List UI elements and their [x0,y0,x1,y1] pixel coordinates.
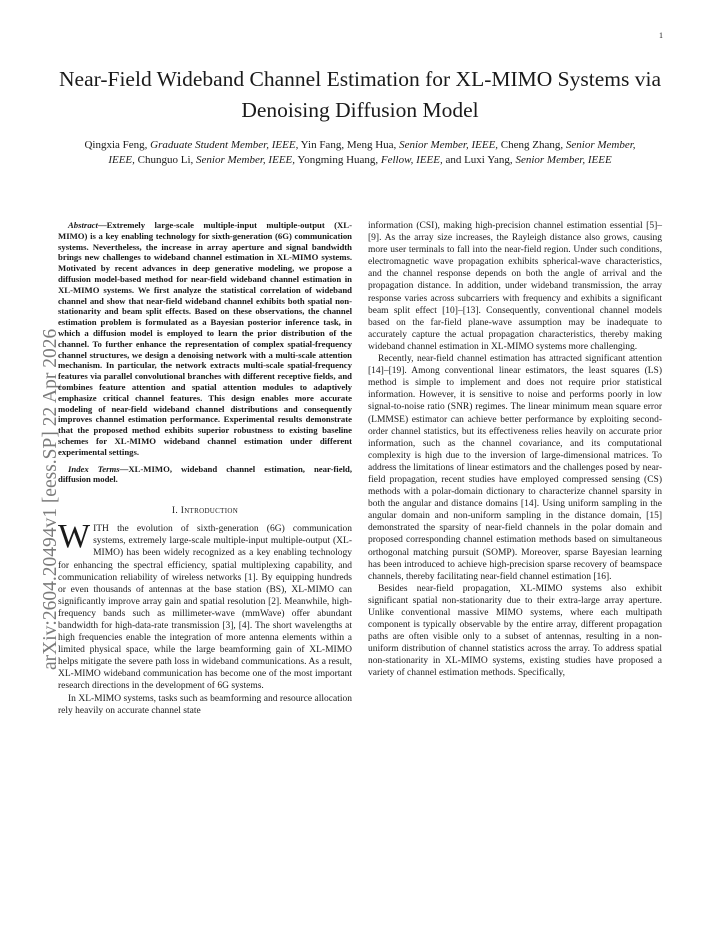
author-2-role: Senior Member, IEEE, [399,139,499,151]
index-terms [58,464,352,486]
author-3: Cheng Zhang, [500,139,564,151]
intro-paragraph-1 [58,518,352,692]
right-paragraph-2: Recently, near-field channel estimation has attracted significant attention [14]–[19]. Among conventional linear estimators, the least squares (LS) method is simple to implement and does not require prior statistical information. However, it is sensitive to noise and performs poorly in low signal-to-noise ratio (SNR) regimes. The linear minimum mean square error (LMMSE) estimator can achieve better performance by exploiting second-order channel statistics, but its effectiveness relies heavily on accurate prior information, such as the channel covariance, and its computational complexity is high due to the inversion of large-dimensional matrices. To address the limitations of linear estimators and the challenges posed by near-field propagation, recent studies have employed compressed sensing (CS) methods with a polar-domain dictionary to characterize channel sparsity in both the angular and distance domains [14]. Using uniform sampling in the angular domain and non-uniform sampling in the distance domain, [15] demonstrated the sparsity of near-field channels in the polar domain and proposed corresponding channel estimation methods based on simultaneous orthogonal matching pursuit (SOMP). Moreover, sparse Bayesian learning has been introduced to achieve high-precision sparse recovery of beamspace channels, thereby facilitating near-field channel estimation [16]. [368,354,662,582]
left-column [58,220,352,717]
author-6-role: Senior Member, IEEE [515,153,612,166]
author-6: and Luxi Yang, [445,153,513,166]
author-5: Yongming Huang, [297,153,379,166]
abstract [58,220,352,458]
author-3-role: Senior Member, IEEE, [108,139,636,166]
intro-paragraph-1-text: ITH the evolution of sixth-generation (6G) communication systems, extremely large-scale multiple-input multiple-output (XL-MIMO) has been widely recognized as a key enabling technology for enhancing the spectral efficiency, spatial multiplexing capability, and communication reliability of wireless networks [1]. By equipping hundreds or even thousands of antennas at the base station (BS), XL-MIMO can significantly improve array gain and spatial resolution [2]. Meanwhile, high-frequency bands such as millimeter-wave (mmWave) offer abundant bandwidth for high-data-rate transmission [3], [4]. The short wavelengths at high frequencies enable the integration of more antenna elements within a limited physical space, while the large beamforming gain of XL-MIMO helps mitigate the severe path loss in wideband communications. As a result, XL-MIMO wideband communication has become one of the most important research directions in the development of 6G systems. [58,524,352,692]
author-4-role: Senior Member, IEEE, [196,153,296,166]
abstract-label: Abstract [68,220,98,230]
page-number: 1 [659,31,663,40]
abstract-text: —Extremely large-scale multiple-input multiple-output (XL-MIMO) is a key enabling technology for sixth-generation (6G) communication systems. Nevertheless, the increase in array aperture and signal bandwidth brings new challenges to wideband channel estimation in XL-MIMO systems. Motivated by recent advances in deep generative modeling, we propose a diffusion model-based method for near-field wideband channel estimation in XL-MIMO systems. We first analyze the statistical correlation of wideband channel and show that near-field wideband channel exhibits both spatial non-stationarity and beam split effects. Based on these observations, the channel estimation problem is formulated as a Bayesian posterior inference task, in which a diffusion model is employed to learn the prior distribution of the channel. To further enhance the representation of complex spatial-frequency channel structures, we design a denoising network with a multi-scale attention mechanism. In particular, the network extracts multi-scale spatial-frequency features via parallel convolutional branches with different receptive fields, and combines feature attention and spatial attention modules to adaptively emphasize critical channel features. This design enables more accurate modeling of near-field wideband channel distributions and consequently improves channel estimation performance. Experimental results demonstrate that the proposed method exhibits superior robustness to existing baseline schemes for XL-MIMO wideband channel estimation under different experimental settings. [58,220,352,457]
index-terms-text: —XL-MIMO, wideband channel estimation, near-field, diffusion model. [58,463,352,485]
author-1: Qingxia Feng, [84,139,148,151]
author-list [70,138,650,167]
drop-cap: W [58,518,91,556]
author-4: Chunguo Li, [137,153,194,166]
right-column [368,220,662,680]
section-heading: I. Introduction [171,506,239,517]
arxiv-stamp-text: arXiv:2604.20494v1 [eess.SP] 22 Apr 2026 [40,328,61,670]
right-paragraph-1: information (CSI), making high-precision channel estimation essential [5]–[9]. As the array size increases, the Rayleigh distance also grows, causing more user terminals to fall into the near-field region. Under such conditions, electromagnetic wave propagation exhibits spherical-wave characteristics, and the channel response depends on both the angle of arrival and the propagation distance. In addition, under wideband transmission, the array response varies across subcarriers with frequency and exhibits a significant beam split effect [10]–[13]. Consequently, conventional channel models based on the far-field plane-wave assumption may be inadequate to accurately capture the actual propagation characteristics, thereby making wideband channel estimation in XL-MIMO systems more challenging. [368,221,662,352]
paper-title: Near-Field Wideband Channel Estimation for XL-MIMO Systems via Denoising Diffusion Model [59,67,661,122]
intro-paragraph-2: In XL-MIMO systems, tasks such as beamforming and resource allocation rely heavily on accurate channel state [58,693,352,716]
right-paragraph-3: Besides near-field propagation, XL-MIMO systems also exhibit significant spatial non-stationarity due to their extra-large array aperture. Unlike conventional massive MIMO systems, where each multipath component is typically observable by the entire array, different propagation paths are often visible only to a subset of antennas, resulting in a non-uniform distribution of channel statistics across the array. To address spatial non-stationarity in XL-MIMO systems, existing studies have proposed a variety of channel estimation methods. Specifically, [368,583,662,679]
arxiv-stamp [22,250,61,670]
author-2: Yin Fang, Meng Hua, [300,139,397,151]
author-5-role: Fellow, IEEE, [380,153,443,166]
author-1-role: Graduate Student Member, IEEE, [150,139,299,151]
index-terms-label: Index Terms [68,463,120,474]
